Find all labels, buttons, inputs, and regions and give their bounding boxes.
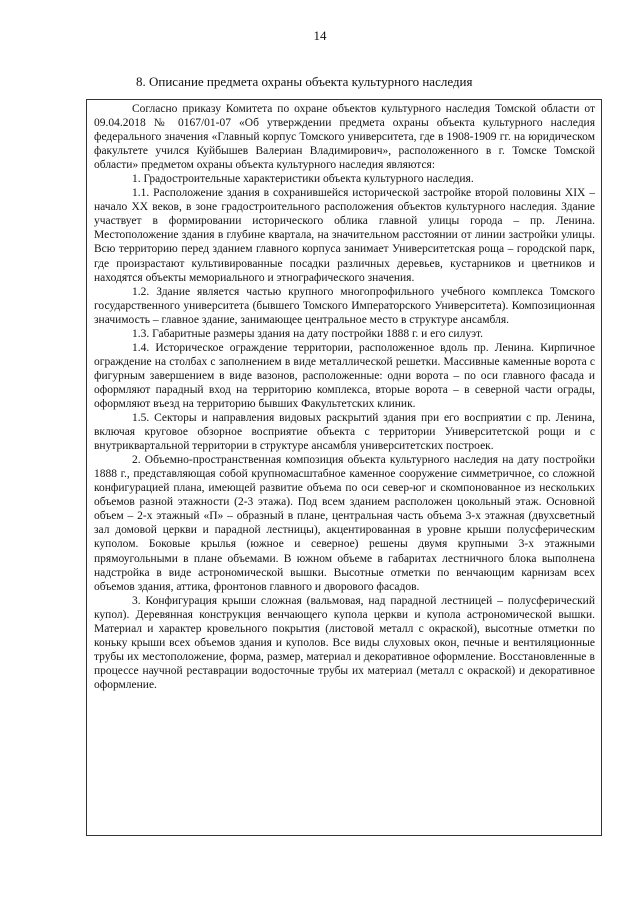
item-1-paragraph: 1. Градостроительные характеристики объекта культурного наследия. bbox=[132, 173, 474, 186]
page-number: 14 bbox=[313, 28, 327, 43]
item-1-5-paragraph: 1.5. Секторы и направления видовых раскрытий здания при его восприятии с пр. Ленина, включая круговое обзорное восприятие объекта с территории Университетской рощи и с внутриквартальной территории в структуре ансамбля университетских построек. bbox=[94, 412, 595, 453]
item-3-paragraph: 3. Конфигурация крыши сложная (вальмовая, над парадной лестницей – полусферический купол). Деревянная конструкция венчающего купола церкви и купола астрономической вышки. Материал и характер кровельного покрытия (листовой металл с окраской), высотные отметки по коньку крыши всех объемов здания и куполов. Все виды слуховых окон, печные и вентиляционные трубы их местоположение, форма, размер, материал и декоративное оформление. Восстановленные в процессе научной реставрации водосточные трубы их материал (металл с окраской) и декоративное оформление. bbox=[94, 594, 595, 691]
item-1-2-paragraph: 1.2. Здание является частью крупного многопрофильного учебного комплекса Томского государственного университета (бывшего Томского Императорского Университета). Композиционная значимость – главное здание, занимающее центральное место в структуре ансамбля. bbox=[94, 285, 595, 326]
item-1-4-paragraph: 1.4. Историческое ограждение территории, расположенное вдоль пр. Ленина. Кирпичное ограждение на столбах с заполнением в виде металлической решетки. Массивные каменные ворота с фигурным завершением в виде вазонов, расположенные: одни ворота – по оси главного фасада и оформляют парадный вход на территорию комплекса, вторые ворота – в северной части ограды, оформляют въезд на территорию бывших Факультетских клиник. bbox=[94, 341, 595, 410]
section-heading: 8. Описание предмета охраны объекта культурного наследия bbox=[136, 74, 473, 89]
item-2-paragraph: 2. Объемно-пространственная композиция объекта культурного наследия на дату постройки 1888 г., представляющая собой крупномасштабное каменное сооружение симметричное, со сложной конфигурацией плана, имеющей развитие объема по оси север-юг и скомпонованное из нескольких объемов разной этажности (2-3 этажа). Под всем зданием расположен цокольный этаж. Основной объем – 2-х этажный «П» – образный в плане, центральная часть объема 3-х этажная (двухсветный зал домовой церкви и парадной лестницы), акцентированная в уровне крыши полусферическим куполом. Боковые крылья (южное и северное) решены двумя крупными 3-х этажными прямоугольными в плане объемами. В южном объеме в габаритах лестничного блока выполнена надстройка в виде астрономической вышки. Высотные отметки по венчающим карнизам всех объемов здания, аттика, фронтонов главного и дворового фасадов. bbox=[94, 454, 595, 593]
intro-paragraph: Согласно приказу Комитета по охране объектов культурного наследия Томской области от 09.04.2018 № 0167/01-07 «Об утверждении предмета охраны объекта культурного наследия федерального значения «Главный корпус Томского университета, где в 1908-1909 гг. на юридическом факультете учился Куйбышев Валериан Владимирович», расположенного в г. Томске Томской области» предметом охраны объекта культурного наследия являются: bbox=[94, 103, 595, 172]
item-1-1-paragraph: 1.1. Расположение здания в сохранившейся исторической застройке второй половины XIX – начало XX веков, в зоне градостроительного расположения объектов культурного наследия. Здание участвует в формировании исторического облика главной улицы города – пр. Ленина. Местоположение здания в глубине квартала, на значительном расстоянии от линии застройки улицы. Всю территорию перед зданием главного корпуса занимает Университетская роща – городской парк, где произрастают культивированные посадки различных деревьев, кустарников и цветников и находятся объекты мемориального и этнографического значения. bbox=[94, 187, 595, 284]
protection-subject-frame bbox=[86, 99, 602, 836]
item-1-3-paragraph: 1.3. Габаритные размеры здания на дату постройки 1888 г. и его силуэт. bbox=[132, 327, 484, 340]
